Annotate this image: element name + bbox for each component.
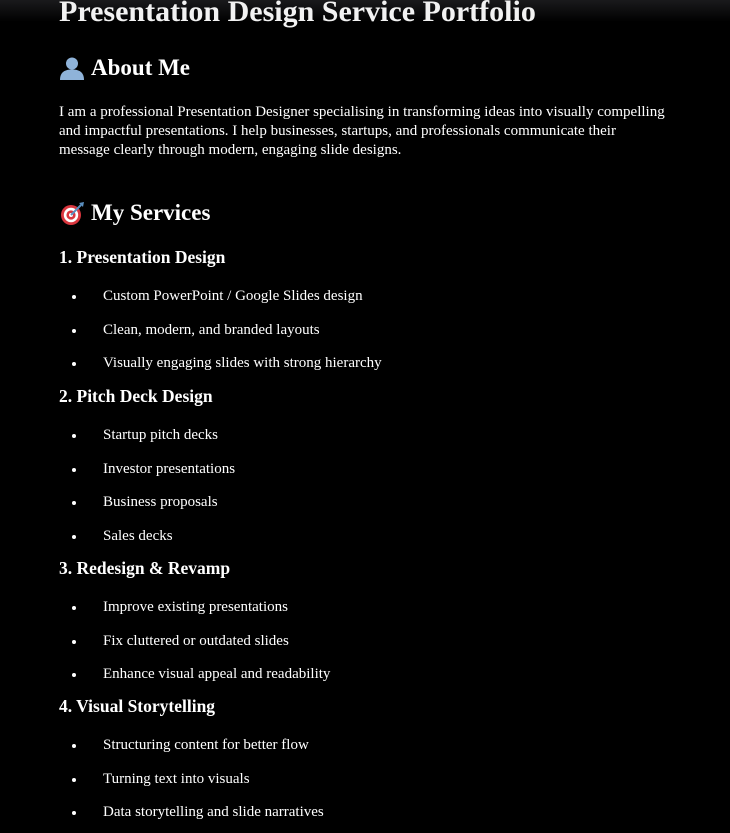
list-item-text: Improve existing presentations [103, 599, 288, 615]
service-list-presentation-design [59, 286, 382, 387]
bullet-dot [72, 329, 76, 333]
bullet-dot [72, 468, 76, 472]
bullet-dot [72, 606, 76, 610]
bullet-dot [72, 673, 76, 677]
service-list-redesign-revamp [59, 597, 330, 698]
list-item [59, 664, 330, 698]
service-title-presentation-design: 1. Presentation Design [59, 247, 226, 267]
list-item [59, 769, 324, 803]
bust-in-silhouette-icon [59, 55, 85, 81]
list-item-text: Investor presentations [103, 460, 236, 477]
list-item-text: Clean, modern, and branded layouts [103, 321, 320, 338]
list-item [59, 735, 324, 769]
bullet-dot [72, 535, 76, 539]
service-title-pitch-deck-design: 2. Pitch Deck Design [59, 386, 213, 406]
list-item [59, 597, 330, 631]
list-item-text: Data storytelling and slide narratives [103, 804, 324, 821]
bullet-dot [72, 434, 76, 438]
list-item-text: Business proposals [103, 494, 218, 511]
service-title-visual-storytelling: 4. Visual Storytelling [59, 696, 216, 716]
bullet-dot [72, 640, 76, 644]
list-item [59, 286, 382, 320]
list-item [59, 526, 235, 560]
list-item-text: Structuring content for better flow [103, 737, 309, 753]
list-item [59, 353, 382, 387]
list-item-text: Fix cluttered or outdated slides [103, 632, 289, 649]
list-item-text: Enhance visual appeal and readability [103, 666, 331, 683]
about-text: I am a professional Presentation Designer specialising in transforming ideas into visually compelling and impactful presentations. I help businesses, startups, and professionals communicate their message clearly through modern, engaging slide designs. [59, 104, 665, 158]
list-item [59, 631, 330, 665]
bullet-dot [72, 295, 76, 299]
list-item-text: Visually engaging slides with strong hierarchy [103, 355, 382, 372]
bullet-dot [72, 362, 76, 366]
about-heading-label: About Me [91, 55, 191, 80]
about-heading [59, 53, 190, 83]
list-item-text: Custom PowerPoint / Google Slides design [103, 288, 363, 304]
service-list-visual-storytelling [59, 735, 324, 833]
list-item [59, 459, 235, 493]
services-heading-label: My Services [91, 200, 211, 225]
service-list-pitch-deck-design [59, 425, 235, 560]
direct-hit-icon [59, 200, 85, 226]
list-item [59, 320, 382, 354]
service-title-redesign-revamp: 3. Redesign & Revamp [59, 558, 231, 578]
services-heading [59, 198, 210, 228]
bullet-dot [72, 744, 76, 748]
list-item [59, 492, 235, 526]
list-item-text: Startup pitch decks [103, 427, 218, 443]
list-item [59, 425, 235, 459]
bullet-dot [72, 811, 76, 815]
bullet-dot [72, 501, 76, 505]
bullet-dot [72, 778, 76, 782]
list-item-text: Turning text into visuals [103, 770, 250, 787]
list-item-text: Sales decks [103, 528, 173, 545]
list-item [59, 802, 324, 833]
document-title: Presentation Design Service Portfolio [59, 0, 536, 28]
